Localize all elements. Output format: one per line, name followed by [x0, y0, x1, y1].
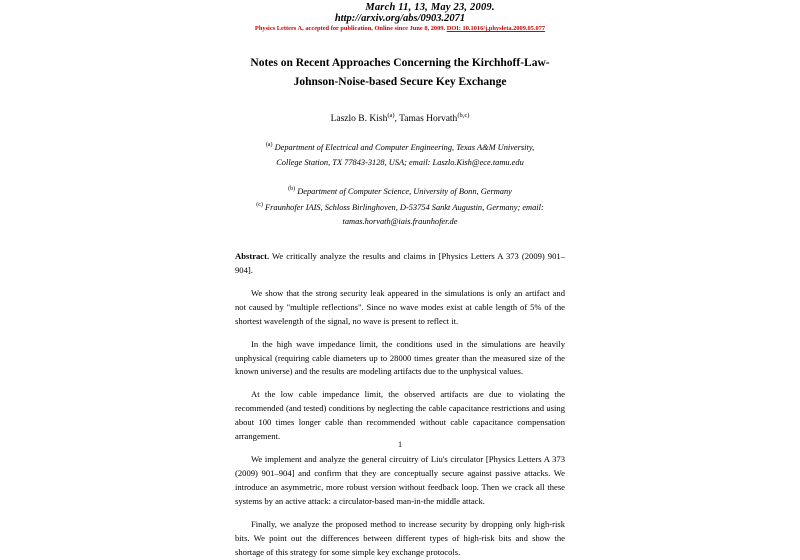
- arxiv-url[interactable]: http://arxiv.org/abs/0903.2071: [334, 13, 466, 24]
- affiliation-block-a: [0, 140, 800, 170]
- affiliation-a-marker: (a): [265, 142, 273, 149]
- affiliation-c-line-1: [0, 200, 800, 216]
- affiliation-a-line-1: [0, 140, 800, 156]
- article-body: [235, 250, 565, 560]
- header-dates-line: [0, 2, 800, 13]
- author-name-1: Laszlo B. Kish: [330, 114, 388, 125]
- affiliation-a-text-1: Department of Electrical and Computer Engineering, Texas A&M University,: [274, 142, 535, 152]
- paper-page: [0, 2, 800, 557]
- page-number: 1: [397, 440, 403, 449]
- affiliation-c-marker: (c): [256, 201, 263, 208]
- affiliation-a-line-2: College Station, TX 77843-3128, USA; email: Laszlo.Kish@ece.tamu.edu: [276, 157, 524, 167]
- author-list: [0, 112, 800, 124]
- author-affil-marker-1: (a): [387, 111, 395, 119]
- abstract-label: Abstract.: [235, 251, 270, 261]
- body-paragraph: Finally, we analyze the proposed method to increase security by dropping only high-risk bits. We point out the differences between different types of high-risk bits and show the shortage of this strategy for some simple key exchange protocols.: [235, 518, 565, 557]
- doi-link[interactable]: DOI: 10.1016/j.physleta.2009.05.077: [446, 25, 546, 32]
- publication-notice-text: Physics Letters A, accepted for publication, Online since June 8, 2009.: [254, 25, 446, 32]
- publication-notice: [0, 25, 800, 32]
- body-paragraph: In the high wave impedance limit, the conditions used in the simulations are heavily unphysical (requiring cable diameters up to 28000 times greater than the measured size of the known universe) and the results are modeling artifacts due to the unphysical values.: [235, 338, 565, 377]
- body-paragraph: At the low cable impedance limit, the observed artifacts are due to violating the recommended (and tested) conditions by neglecting the cable capacitance restrictions and using about 100 times longer cable than recommended without cable capacitance compensation arrangement.: [235, 389, 565, 442]
- body-paragraph: We implement and analyze the general circuitry of Liu's circulator [Physics Letters A 373 (2009) 901–904] and confirm that they are conceptually secure against passive attacks. We introduce an asymmetric, more robust version without feedback loop. Then we crack all these systems by an active attack: a circulator-based man-in-the middle attack.: [235, 454, 565, 506]
- header-dates: March 11, 13, May 23, 2009.: [365, 2, 495, 13]
- affiliation-b-marker: (b): [288, 186, 296, 193]
- abstract-paragraph: [235, 250, 565, 278]
- page-title: [0, 54, 800, 92]
- affiliation-c-text-1: Fraunhofer IAIS, Schloss Birlinghoven, D-53754 Sankt Augustin, Germany; email:: [265, 202, 544, 212]
- title-line-2: Johnson-Noise-based Secure Key Exchange: [293, 75, 507, 88]
- body-paragraph: We show that the strong security leak appeared in the simulations is only an artifact and not caused by "multiple reflections". Since no wave modes exist at cable length of 5% of the shortest wavelength of the signal, no wave is present to reflect it.: [235, 287, 565, 326]
- affiliation-b-text-1: Department of Computer Science, University of Bonn, Germany: [297, 187, 512, 197]
- author-affil-marker-2: (b,c): [457, 111, 470, 119]
- affiliation-b-line-1: [0, 184, 800, 200]
- author-name-2: Tamas Horvath: [399, 114, 458, 125]
- abstract-text: We critically analyze the results and claims in [Physics Letters A 373 (2009) 901–904].: [235, 251, 565, 275]
- title-line-1: Notes on Recent Approaches Concerning the Kirchhoff-Law-: [250, 57, 550, 69]
- affiliation-c-line-2: tamas.horvath@iais.fraunhofer.de: [342, 217, 458, 227]
- author-separator: ,: [394, 114, 400, 125]
- affiliation-block-b: [0, 184, 800, 230]
